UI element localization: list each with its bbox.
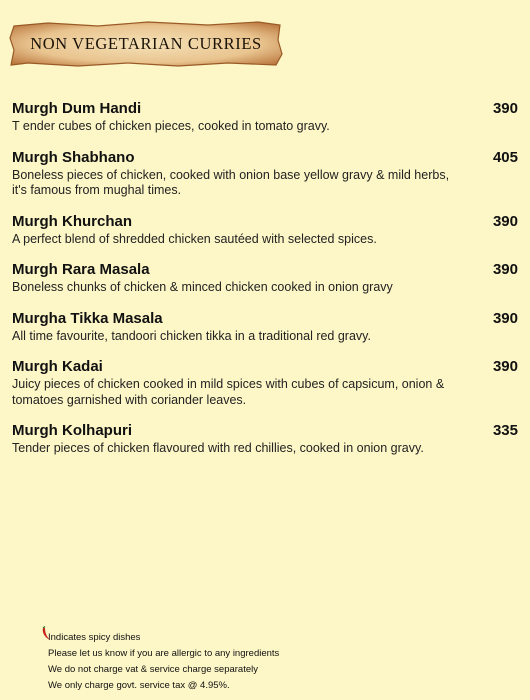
menu-item bbox=[12, 149, 520, 199]
item-name: Murgh Khurchan bbox=[12, 212, 132, 230]
item-name: Murgha Tikka Masala bbox=[12, 309, 163, 327]
spicy-note: Indicates spicy dishes bbox=[48, 632, 141, 643]
item-description: A perfect blend of shredded chicken sautéed with selected spices. bbox=[12, 231, 377, 246]
item-price: 405 bbox=[492, 148, 518, 166]
item-price: 390 bbox=[492, 358, 518, 375]
menu-item bbox=[12, 261, 520, 296]
allergy-note: Please let us know if you are allergic to any ingredients bbox=[48, 648, 280, 659]
item-description: Boneless pieces of chicken, cooked with onion base yellow gravy & mild herbs, it's famous from mughal times. bbox=[12, 167, 450, 197]
menu-item bbox=[12, 358, 520, 408]
menu-item bbox=[12, 422, 520, 457]
item-description: Tender pieces of chicken flavoured with red chillies, cooked in onion gravy. bbox=[12, 441, 424, 455]
item-name: Murgh Kadai bbox=[12, 358, 103, 375]
menu-item bbox=[12, 213, 520, 248]
menu-list bbox=[12, 100, 520, 471]
item-price: 390 bbox=[492, 212, 518, 230]
menu-item bbox=[12, 310, 520, 345]
item-description: Juicy pieces of chicken cooked in mild spices with cubes of capsicum, onion & tomatoes garnished with coriander leaves. bbox=[12, 377, 445, 407]
chilli-icon bbox=[40, 626, 52, 642]
section-banner bbox=[8, 20, 284, 68]
footer-notes bbox=[48, 630, 279, 694]
item-description: All time favourite, tandoori chicken tikka in a traditional red gravy. bbox=[12, 328, 371, 343]
item-name: Murgh Kolhapuri bbox=[12, 422, 132, 439]
item-price: 390 bbox=[492, 100, 518, 117]
item-price: 390 bbox=[492, 261, 518, 278]
item-description: Boneless chunks of chicken & minced chicken cooked in onion gravy bbox=[12, 280, 393, 294]
item-price: 390 bbox=[492, 309, 518, 327]
item-name: Murgh Rara Masala bbox=[12, 261, 150, 278]
menu-item bbox=[12, 100, 520, 135]
item-description: T ender cubes of chicken pieces, cooked in tomato gravy. bbox=[12, 119, 330, 133]
tax-note: We only charge govt. service tax @ 4.95%. bbox=[48, 680, 230, 691]
item-price: 335 bbox=[492, 422, 518, 439]
section-title: NON VEGETARIAN CURRIES bbox=[30, 34, 262, 53]
item-name: Murgh Shabhano bbox=[12, 148, 135, 166]
vat-note: We do not charge vat & service charge separately bbox=[48, 664, 258, 675]
item-name: Murgh Dum Handi bbox=[12, 100, 142, 117]
